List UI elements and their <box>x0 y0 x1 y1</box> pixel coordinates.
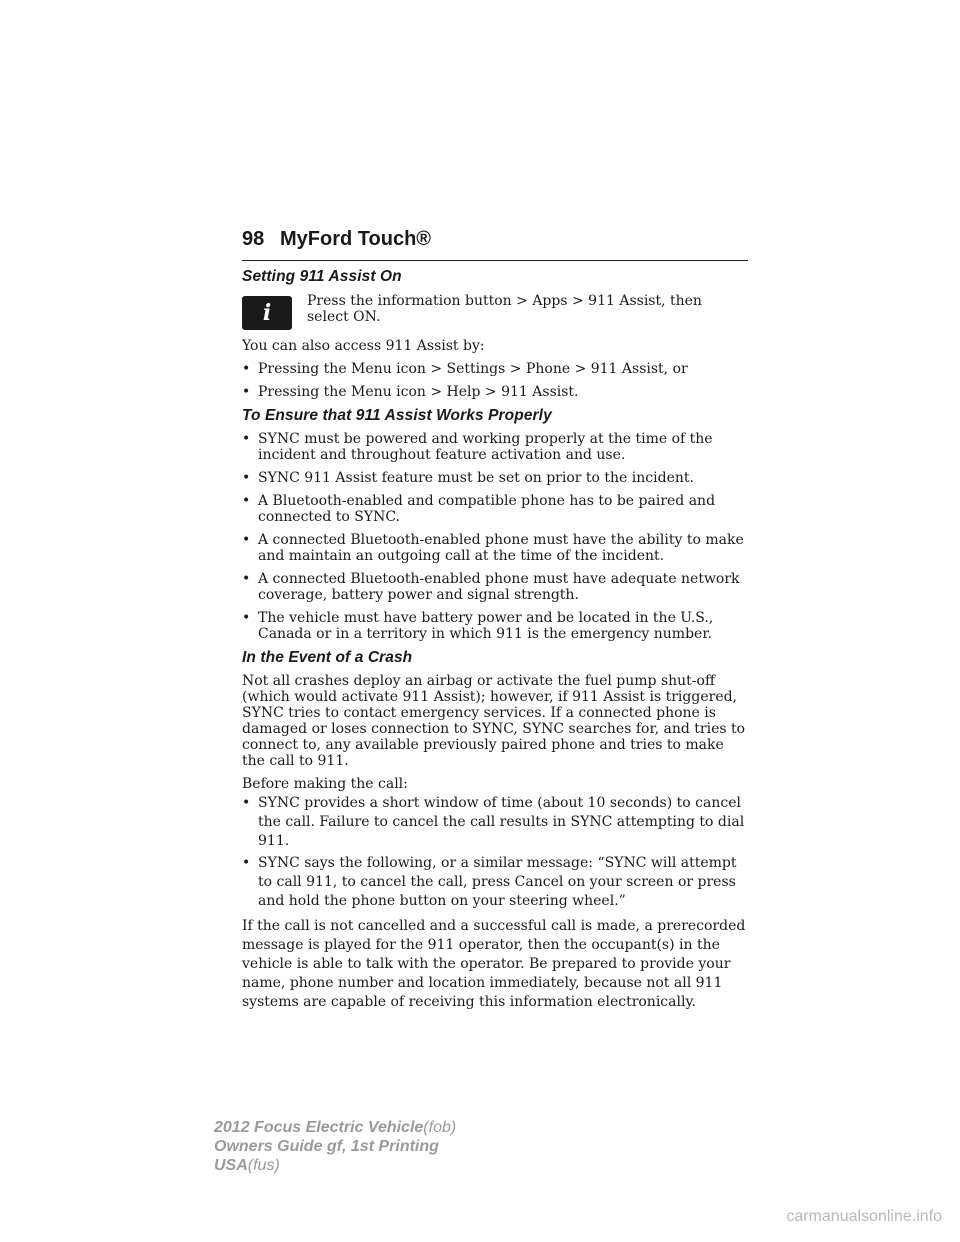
list-item: • SYNC 911 Assist feature must be set on prior to the incident. <box>242 470 748 486</box>
list-item: • SYNC must be powered and working properly at the time of the incident and throughout feature activation and use. <box>242 431 748 463</box>
manual-page <box>242 0 748 1242</box>
section-heading-setting-911-assist: Setting 911 Assist On <box>242 268 402 285</box>
list-item: • SYNC provides a short window of time (about 10 seconds) to cancel the call. Failure to cancel the call results in SYNC attempting to dial 911. <box>242 794 748 851</box>
page-header <box>242 228 748 261</box>
information-icon: i <box>242 296 292 330</box>
watermark: carmanualsonline.info <box>786 1208 942 1225</box>
list-item: • Pressing the Menu icon > Settings > Phone > 911 Assist, or <box>242 361 748 377</box>
paragraph-crash: Not all crashes deploy an airbag or activate the fuel pump shut-off (which would activate 911 Assist); however, if 911 Assist is triggered, SYNC tries to contact emergency services. If a connected phone is damaged or loses connection to SYNC, SYNC searches for, and tries to connect to, any available previously paired phone and tries to make the call to 911. <box>242 673 746 769</box>
footer-vehicle: 2012 Focus Electric Vehicle <box>214 1119 424 1136</box>
section-heading-ensure-works: To Ensure that 911 Assist Works Properly <box>242 407 552 424</box>
footer-market: USA <box>214 1157 248 1174</box>
list-item: • The vehicle must have battery power and be located in the U.S., Canada or in a territory in which 911 is the emergency number. <box>242 610 748 642</box>
list-item: • SYNC says the following, or a similar message: “SYNC will attempt to call 911, to cancel the call, press Cancel on your screen or press and hold the phone button on your steering wheel.” <box>242 854 748 911</box>
document-footer <box>214 1118 456 1175</box>
list-item: • A connected Bluetooth-enabled phone must have adequate network coverage, battery power and signal strength. <box>242 571 748 603</box>
bullet-list-requirements <box>242 431 748 642</box>
chapter-title: MyFord Touch® <box>280 228 432 250</box>
page-number: 98 <box>242 228 265 250</box>
section-heading-event-of-crash: In the Event of a Crash <box>242 649 413 666</box>
paragraph-before-call: Before making the call: <box>242 776 408 792</box>
list-item: • A connected Bluetooth-enabled phone must have the ability to make and maintain an outgoing call at the time of the incident. <box>242 532 748 564</box>
list-item: • Pressing the Menu icon > Help > 911 Assist. <box>242 384 748 400</box>
bullet-list-before-call <box>242 794 748 911</box>
paragraph-after-call: If the call is not cancelled and a successful call is made, a prerecorded message is played for the 911 operator, then the occupant(s) in the vehicle is able to talk with the operator. Be prepared to provide your name, phone number and location immediately, because not all 911 systems are capable of receiving this information electronically. <box>242 918 746 1010</box>
page-content <box>242 268 748 1019</box>
list-item: • A Bluetooth-enabled and compatible phone has to be paired and connected to SYNC. <box>242 493 748 525</box>
footer-guide: Owners Guide gf, 1st Printing <box>214 1138 439 1155</box>
instruction-text: Press the information button > Apps > 911 Assist, then select ON. <box>307 293 702 325</box>
info-instruction <box>242 292 748 330</box>
footer-code-fus: (fus) <box>247 1157 280 1174</box>
footer-code-fob: (fob) <box>423 1119 457 1136</box>
paragraph-also-access: You can also access 911 Assist by: <box>242 338 485 354</box>
bullet-list-access <box>242 361 748 400</box>
